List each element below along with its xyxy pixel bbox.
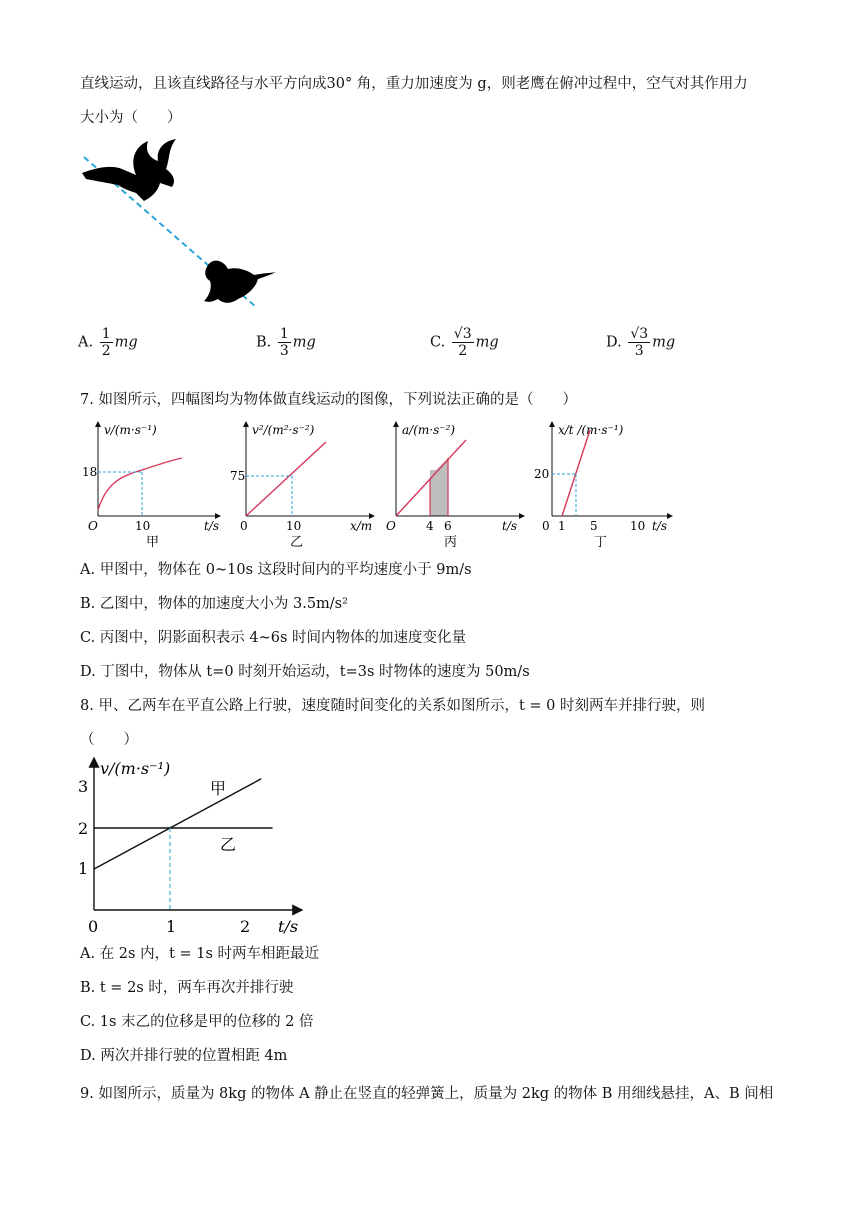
q7-stem: 7. 如图所示，四幅图均为物体做直线运动的图像，下列说法正确的是（ ）	[80, 392, 577, 408]
q8-option-d[interactable]: D. 两次并排行驶的位置相距 4m	[80, 1048, 288, 1064]
q8-label-yi: 乙	[220, 835, 237, 854]
bird-silhouette-lower	[204, 261, 276, 303]
q6-line2: 大小为（ ）	[80, 110, 182, 126]
yi-xtick: 10	[286, 519, 302, 533]
graph-ding	[536, 414, 676, 549]
graph-yi	[228, 414, 378, 549]
yi-caption: 乙	[290, 535, 304, 550]
bing-xtick-4: 4	[426, 519, 434, 533]
ding-line	[562, 430, 590, 516]
q8-ytick-2: 2	[78, 819, 89, 838]
q8-option-c[interactable]: C. 1s 末乙的位移是甲的位移的 2 倍	[80, 1014, 314, 1030]
q8-xlabel: t/s	[278, 917, 299, 936]
bing-xlabel: t/s	[502, 519, 518, 533]
q8-ylabel: v/(m·s⁻¹)	[100, 759, 171, 778]
jia-caption: 甲	[146, 535, 160, 550]
bing-origin: O	[386, 519, 396, 533]
q8-option-b[interactable]: B. t = 2s 时，两车再次并排行驶	[80, 980, 294, 996]
ding-xtick-10: 10	[630, 519, 646, 533]
bing-ylabel: a/(m·s⁻²)	[402, 423, 456, 437]
eagle-dive-figure	[78, 135, 288, 310]
ding-ytick: 20	[534, 467, 550, 481]
q7-option-d[interactable]: D. 丁图中，物体从 t=0 时刻开始运动，t=3s 时物体的速度为 50m/s	[80, 664, 530, 680]
q7-option-c[interactable]: C. 丙图中，阴影面积表示 4~6s 时间内物体的加速度变化量	[80, 630, 467, 646]
bing-xtick-6: 6	[444, 519, 452, 533]
q9-stem: 9. 如图所示，质量为 8kg 的物体 A 静止在竖直的轻弹簧上，质量为 2kg 的物体 B 用细线悬挂，A、B 间相	[80, 1086, 774, 1102]
q6-option-c[interactable]: C. $\frac{√3}{2}$ mg	[430, 326, 499, 360]
ding-xtick-0: 0	[542, 519, 550, 533]
eagle-silhouette-upper	[82, 139, 176, 201]
ding-caption: 丁	[594, 535, 608, 550]
q8-ytick-3: 3	[78, 777, 89, 796]
jia-xtick: 10	[135, 519, 151, 533]
q8-option-a[interactable]: A. 在 2s 内，t = 1s 时两车相距最近	[80, 946, 320, 962]
jia-curve	[98, 458, 182, 510]
q8-xtick-2: 2	[240, 917, 251, 936]
series-line-jia	[94, 779, 261, 869]
bing-caption: 丙	[444, 535, 458, 550]
yi-ytick: 75	[230, 469, 246, 483]
ding-xlabel: t/s	[652, 519, 668, 533]
q8-xtick-0: 0	[88, 917, 99, 936]
q7-option-a[interactable]: A. 甲图中，物体在 0~10s 这段时间内的平均速度小于 9m/s	[80, 562, 472, 578]
ding-xtick-5: 5	[590, 519, 598, 533]
q8-paren: （ ）	[80, 732, 138, 748]
q8-ytick-1: 1	[78, 859, 89, 878]
yi-line	[246, 442, 326, 516]
graph-bing	[382, 414, 532, 549]
q8-label-jia: 甲	[210, 779, 227, 798]
q6-option-b[interactable]: B. $\frac{1}{3}$ mg	[256, 326, 316, 360]
ding-ylabel: x/t /(m·s⁻¹)	[558, 423, 624, 437]
q7-option-b[interactable]: B. 乙图中，物体的加速度大小为 3.5m/s²	[80, 596, 348, 612]
jia-xlabel: t/s	[204, 519, 220, 533]
ding-xtick-1: 1	[558, 519, 566, 533]
yi-ylabel: v²/(m²·s⁻²)	[252, 423, 315, 437]
q6-option-d[interactable]: D. $\frac{√3}{3}$ mg	[606, 326, 676, 360]
yi-origin: 0	[240, 519, 248, 533]
jia-ylabel: v/(m·s⁻¹)	[104, 423, 157, 437]
yi-xlabel: x/m	[350, 519, 373, 533]
q8-vt-graph	[70, 752, 310, 938]
q6-line1: 直线运动，且该直线路径与水平方向成30° 角，重力加速度为 g，则老鹰在俯冲过程中，空气对其作用力	[80, 76, 748, 92]
graph-jia	[80, 414, 230, 549]
jia-ytick: 18	[82, 465, 98, 479]
q8-xtick-1: 1	[166, 917, 177, 936]
q8-stem: 8. 甲、乙两车在平直公路上行驶，速度随时间变化的关系如图所示，t = 0 时刻两车并排行驶，则	[80, 698, 705, 714]
q6-option-a[interactable]: A. $\frac{1}{2}$ mg	[78, 326, 138, 360]
jia-origin: O	[88, 519, 98, 533]
